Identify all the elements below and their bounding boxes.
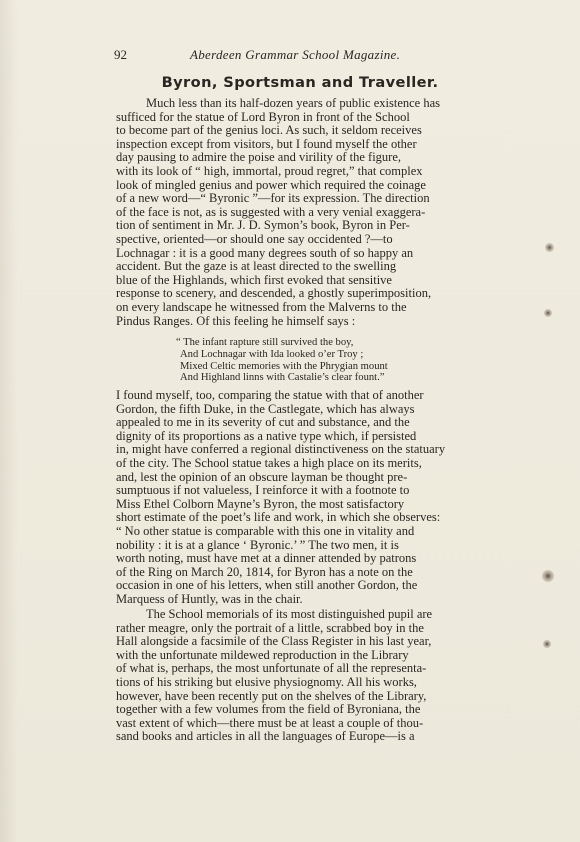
text-line: of the Ring on March 20, 1814, for Byron has a note on the <box>116 565 413 579</box>
text-line: with its look of “ high, immortal, proud regret,” that complex <box>116 164 423 178</box>
text-line: response to scenery, and descended, a ghostly superimposition, <box>116 287 432 301</box>
text-line: together with a few volumes from the field of Byroniana, the <box>116 703 421 717</box>
text-line: appealed to me in its severity of cut and substance, and the <box>116 416 410 430</box>
text-line: Miss Ethel Colborn Mayne’s Byron, the most satisfactory <box>116 497 405 511</box>
verse-line: And Lochnagar with Ida looked o’er Troy ; <box>180 348 364 360</box>
spine-shadow <box>0 0 18 842</box>
text-line: however, have been recently put on the shelves of the Library, <box>116 689 427 703</box>
text-line: tions of his striking but elusive physiognomy. All his works, <box>116 675 417 689</box>
verse-quotation <box>176 337 476 384</box>
paragraph-1 <box>116 97 488 328</box>
verse-line: “ The infant rapture still survived the boy, <box>176 337 354 348</box>
article-title: Byron, Sportsman and Traveller. <box>161 74 439 91</box>
verse-line: Mixed Celtic memories with the Phrygian mount <box>180 360 388 372</box>
text-line: Lochnagar : it is a good many degrees south of so happy an <box>116 246 414 260</box>
text-line: worth noting, must have met at a dinner attended by patrons <box>116 552 417 566</box>
text-line: day pausing to admire the poise and virility of the figure, <box>116 151 401 165</box>
text-line: sand books and articles in all the languages of Europe—is a <box>116 730 415 744</box>
text-line: sufficed for the statue of Lord Byron in front of the School <box>116 110 410 124</box>
text-line: in, might have conferred a regional distinctiveness on the statuary <box>116 443 446 457</box>
text-line: Hall alongside a facsimile of the Class Register in his last year, <box>116 635 432 649</box>
verse-line: And Highland linns with Castalie’s clear fount.” <box>180 372 385 384</box>
foxing-spot <box>545 243 554 252</box>
text-line: dignity of its proportions as a native type which, if persisted <box>116 429 417 443</box>
paragraph-3 <box>116 608 488 744</box>
paragraph-2 <box>116 389 488 607</box>
page-number: 92 <box>114 47 127 62</box>
foxing-spot <box>544 309 552 317</box>
running-header <box>112 47 442 63</box>
text-line: with the unfortunate mildewed reproduction in the Library <box>116 648 409 662</box>
text-line: to become part of the genius loci. As such, it seldom receives <box>116 124 422 138</box>
text-line: Gordon, the fifth Duke, in the Castlegate, which has always <box>116 402 415 416</box>
text-line: of what is, perhaps, the most unfortunate of all the representa- <box>116 662 427 676</box>
text-line: rather meagre, only the portrait of a little, scrabbed boy in the <box>116 621 424 635</box>
foxing-spot <box>543 640 551 648</box>
text-line: and, lest the opinion of an obscure layman be thought pre- <box>116 470 408 484</box>
text-line: blue of the Highlands, which first evoked that sensitive <box>116 273 392 287</box>
text-line: inspection except from visitors, but I found myself the other <box>116 137 417 151</box>
foxing-spot <box>542 570 554 582</box>
text-line: nobility : it is at a glance ‘ Byronic.’ ” The two men, it is <box>116 538 399 552</box>
text-line: of a new word—“ Byronic ”—for its expression. The direction <box>116 192 430 206</box>
text-line: spective, oriented—or should one say occidented ?—to <box>116 232 393 246</box>
text-line: short estimate of the poet’s life and work, in which she observes: <box>116 511 441 525</box>
text-line: “ No other statue is comparable with this one in vitality and <box>116 524 415 538</box>
text-line: Pindus Ranges. Of this feeling he himself says : <box>116 314 356 328</box>
text-line: of the face is not, as is suggested with a very venial exaggera- <box>116 205 426 219</box>
text-line: on every landscape he witnessed from the Malverns to the <box>116 300 407 314</box>
text-line: look of mingled genius and power which required the coinage <box>116 178 426 192</box>
text-line: of the city. The School statue takes a high place on its merits, <box>116 456 422 470</box>
text-line: tion of sentiment in Mr. J. D. Symon’s book, Byron in Per- <box>116 219 410 233</box>
text-line: occasion in one of his letters, when still another Gordon, the <box>116 579 418 593</box>
text-line: The School memorials of its most distinguished pupil are <box>146 608 433 621</box>
text-line: sumptuous if not valueless, I reinforce it with a footnote to <box>116 484 410 498</box>
running-title: Aberdeen Grammar School Magazine. <box>190 47 401 62</box>
text-line: Marquess of Huntly, was in the chair. <box>116 592 303 606</box>
text-line: Much less than its half-dozen years of public existence has <box>146 97 441 110</box>
text-line: I found myself, too, comparing the statue with that of another <box>116 389 424 402</box>
text-line: accident. But the gaze is at least directed to the swelling <box>116 260 397 274</box>
text-line: vast extent of which—there must be at least a couple of thou- <box>116 716 424 730</box>
